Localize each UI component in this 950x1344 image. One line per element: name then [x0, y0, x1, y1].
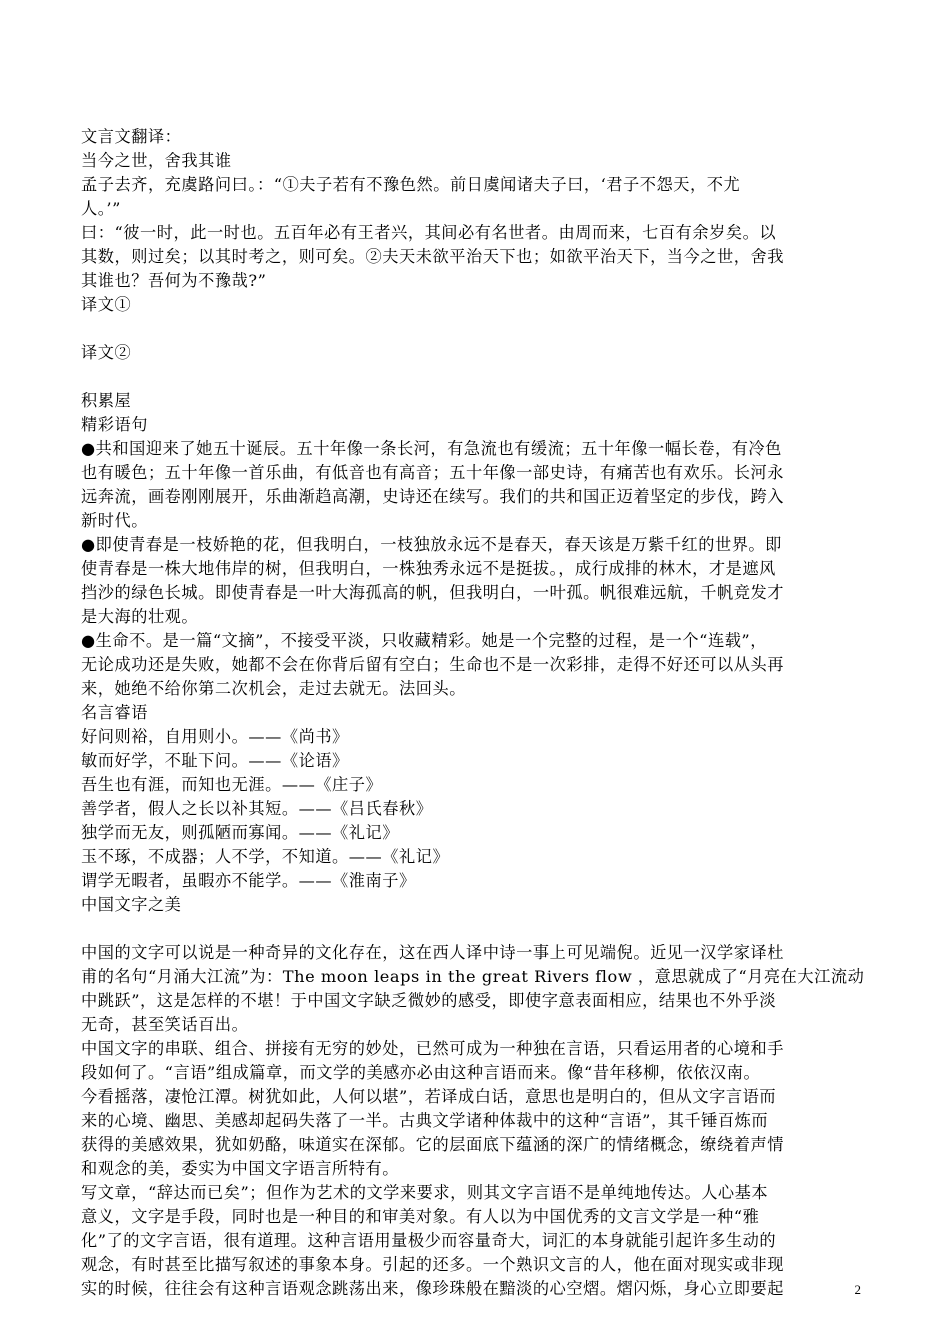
text-line: 孟子去齐，充虞路问曰。：“①夫子若有不豫色然。前日虞闻诸夫子曰，‘君子不怨天，不尤 [81, 175, 741, 194]
text-line: 实的时候，往往会有这种言语观念跳荡出来，像珍珠般在黯淡的心空熠。熠闪烁，身心立即要起 [81, 1279, 784, 1298]
page-number: 2 [854, 1282, 861, 1297]
text-line: 和观念的美，委实为中国文字语言所特有。 [81, 1159, 400, 1178]
text-line: 中国文字的串联、组合、拼接有无穷的妙处，已然可成为一种独在言语，只看运用者的心境和手 [81, 1039, 784, 1058]
text-line: 获得的美感效果，犹如奶酪，味道实在深郁。它的层面底下蕴涵的深广的情绪概念，缭绕着声情 [81, 1135, 784, 1154]
text-line: ●共和国迎来了她五十诞辰。五十年像一条长河，有急流也有缓流；五十年像一幅长卷，有冷色 [81, 439, 782, 458]
text-line: ●生命不。是一篇“文摘”，不接受平淡，只收藏精彩。她是一个完整的过程，是一个“连载”， [81, 631, 767, 650]
text-line: 意义，文字是手段，同时也是一种目的和审美对象。有人以为中国优秀的文言文学是一种“雅 [81, 1207, 760, 1226]
quote-line: 吾生也有涯，而知也无涯。——《庄子》 [81, 775, 383, 794]
text-line: 无奇，甚至笑话百出。 [81, 1015, 249, 1034]
text-line: 新时代。 [81, 511, 148, 530]
subsection-heading: 精彩语句 [81, 415, 148, 434]
section-heading: 积累屋 [81, 391, 132, 410]
text-line: 今看摇落，凄怆江潭。树犹如此，人何以堪”，若译成白话，意思也是明白的，但从文字言语而 [81, 1087, 777, 1106]
text-line: 其数，则过矣；以其时考之，则可矣。②夫天未欲平治天下也；如欲平治天下，当今之世，舍我 [81, 247, 784, 266]
subsection-heading: 名言睿语 [81, 703, 148, 722]
text-line: 无论成功还是失败，她都不会在你背后留有空白；生命也不是一次彩排，走得不好还可以从头再 [81, 655, 784, 674]
text-line: 曰：“彼一时，此一时也。五百年必有王者兴，其间必有名世者。由周而来，七百有余岁矣。以 [81, 223, 777, 242]
text-line: 当今之世，舍我其谁 [81, 151, 232, 170]
text-line: 观念，有时甚至比描写叙述的事象本身。引起的还多。一个熟识文言的人，他在面对现实或非现 [81, 1255, 784, 1274]
translation-1-label: 译文① [81, 295, 132, 314]
quote-line: 谓学无暇者，虽暇亦不能学。——《淮南子》 [81, 871, 416, 890]
quote-line: 好问则裕，自用则小。——《尚书》 [81, 727, 349, 746]
text-line: 挡沙的绿色长城。即使青春是一叶大海孤高的帆，但我明白，一叶孤。帆很难远航，千帆竞发才 [81, 583, 784, 602]
text-line: 写文章，“辞达而已矣”；但作为艺术的文学来要求，则其文字言语不是单纯地传达。人心基本 [81, 1183, 769, 1202]
quote-line: 玉不琢，不成器；人不学，不知道。——《礼记》 [81, 847, 450, 866]
text-line: 甫的名句“月涌大江流”为：The moon leaps in the great Rivers flow ，意思就成了“月亮在大江流动 [81, 967, 865, 986]
translation-2-label: 译文② [81, 343, 132, 362]
text-line: 远奔流，画卷刚刚展开，乐曲渐趋高潮，史诗还在续写。我们的共和国正迈着坚定的步伐，跨入 [81, 487, 784, 506]
text-line: 其谁也？吾何为不豫哉?” [81, 271, 267, 290]
text-line: 中国的文字可以说是一种奇异的文化存在，这在西人译中诗一事上可见端倪。近见一汉学家译杜 [81, 943, 784, 962]
quote-line: 善学者，假人之长以补其短。——《吕氏春秋》 [81, 799, 433, 818]
quote-line: 独学而无友，则孤陋而寡闻。——《礼记》 [81, 823, 400, 842]
section-heading: 中国文字之美 [81, 895, 182, 914]
text-line: 化”了的文字言语，很有道理。这种言语用量极少而容量奇大，词汇的本身就能引起许多生动的 [81, 1231, 777, 1250]
text-line: 是大海的壮观。 [81, 607, 199, 626]
text-line: 使青春是一株大地伟岸的树，但我明白，一株独秀永远不是挺拔。，成行成排的林木，才是遮风 [81, 559, 776, 578]
text-line: ●即使青春是一枝娇艳的花，但我明白，一枝独放永远不是春天，春天该是万紫千红的世界。即 [81, 535, 782, 554]
text-line: 段如何了。“言语”组成篇章，而文学的美感亦必由这种言语而来。像“昔年移柳，依依汉南。 [81, 1063, 761, 1082]
text-line: 中跳跃”，这是怎样的不堪！于中国文字缺乏微妙的感受，即使字意表面相应，结果也不外乎淡 [81, 991, 777, 1010]
quote-line: 敏而好学，不耻下问。——《论语》 [81, 751, 349, 770]
text-line: 人。’” [81, 199, 121, 218]
text-line: 来的心境、幽思、美感却起码失落了一半。古典文学诸种体裁中的这种“言语”，其千锤百炼而 [81, 1111, 769, 1130]
text-line: 文言文翻译： [81, 127, 182, 146]
text-line: 来，她绝不给你第二次机会，走过去就无。法回头。 [81, 679, 466, 698]
text-line: 也有暖色；五十年像一首乐曲，有低音也有高音；五十年像一部史诗，有痛苦也有欢乐。长河永 [81, 463, 784, 482]
